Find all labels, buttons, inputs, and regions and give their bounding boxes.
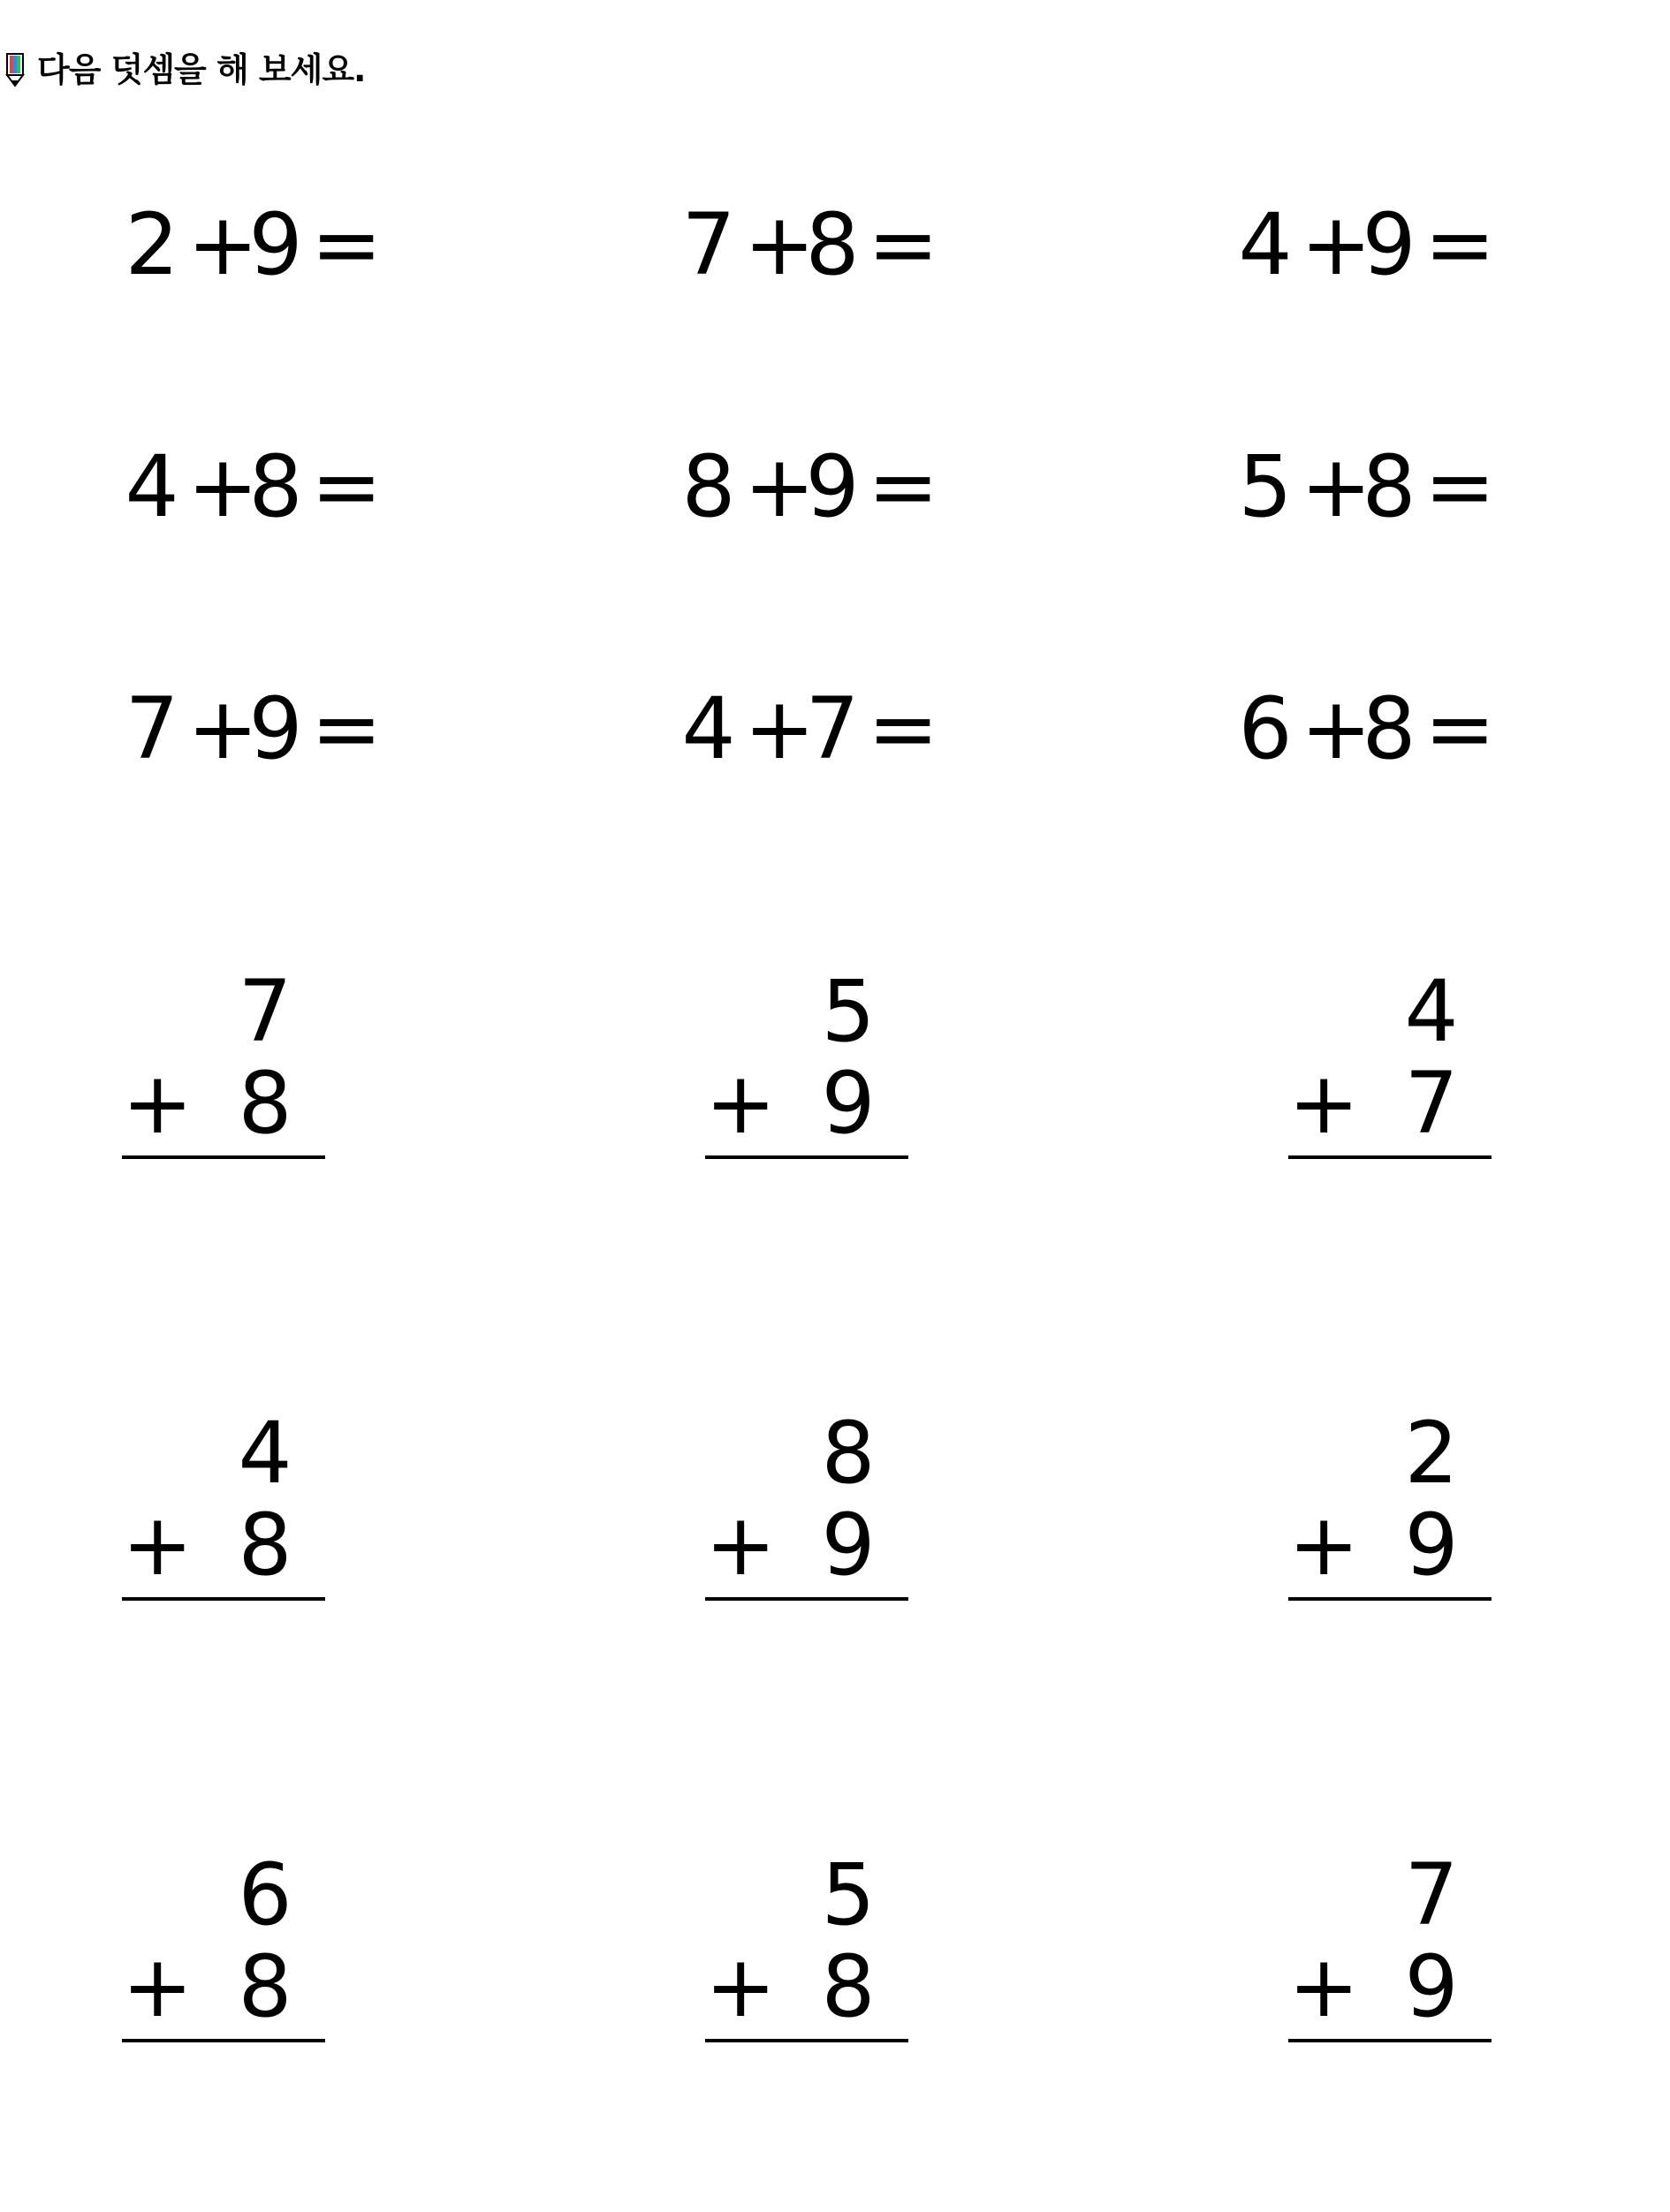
top-addend: 8 [821,1404,876,1503]
addend-a: 4 [681,679,736,778]
addend-b: 9 [248,195,303,294]
bottom-addend: 8 [238,1937,292,2036]
bottom-addend: 8 [821,1937,876,2036]
top-addend: 2 [1404,1404,1459,1503]
plus-sign: + [744,437,816,536]
vertical-problem [705,963,917,1166]
equals-sign: = [1424,437,1496,536]
bottom-addend: 8 [238,1054,292,1153]
addend-b: 9 [248,679,303,778]
bottom-addend: 9 [821,1496,876,1595]
vertical-problem [122,963,334,1166]
equals-sign: = [311,195,383,294]
equals-sign: = [311,679,383,778]
pencil-icon [5,52,25,87]
top-addend: 5 [821,962,876,1061]
plus-sign: + [1288,1937,1360,2036]
top-addend: 7 [1404,1845,1459,1944]
vertical-problem [1288,1405,1500,1608]
addend-a: 7 [681,195,736,294]
equals-sign: = [1424,679,1496,778]
answer-line [122,1597,325,1601]
top-addend: 4 [238,1404,292,1503]
vertical-problem [1288,1846,1500,2049]
addend-b: 8 [1362,437,1416,536]
top-addend: 4 [1404,962,1459,1061]
horizontal-problem [117,438,435,535]
plus-sign: + [1301,679,1372,778]
vertical-problem [122,1405,334,1608]
bottom-addend: 7 [1404,1054,1459,1153]
horizontal-problem [117,196,435,293]
instruction-text: 다음 덧셈을 해 보세요. [37,50,366,89]
plus-sign: + [187,437,259,536]
vertical-problem [705,1846,917,2049]
answer-line [1288,2039,1492,2042]
answer-line [122,2039,325,2042]
plus-sign: + [744,679,816,778]
bottom-addend: 9 [821,1054,876,1153]
plus-sign: + [1288,1054,1360,1153]
plus-sign: + [1301,195,1372,294]
addend-b: 8 [805,195,860,294]
answer-line [1288,1597,1492,1601]
plus-sign: + [122,1937,194,2036]
addend-a: 7 [125,679,179,778]
answer-line [705,1597,908,1601]
answer-line [705,1155,908,1159]
top-addend: 5 [821,1845,876,1944]
equals-sign: = [1424,195,1496,294]
horizontal-problem [117,680,435,777]
bottom-addend: 9 [1404,1496,1459,1595]
addend-a: 5 [1238,437,1293,536]
top-addend: 6 [238,1845,292,1944]
horizontal-problem [673,680,991,777]
addend-a: 8 [681,437,736,536]
addend-b: 7 [805,679,860,778]
vertical-problem [1288,963,1500,1166]
horizontal-problem [1230,196,1548,293]
equals-sign: = [868,679,939,778]
addend-b: 8 [248,437,303,536]
addend-a: 6 [1238,679,1293,778]
horizontal-problem [1230,438,1548,535]
bottom-addend: 8 [238,1496,292,1595]
top-addend: 7 [238,962,292,1061]
plus-sign: + [744,195,816,294]
addend-b: 9 [805,437,860,536]
plus-sign: + [1288,1496,1360,1595]
plus-sign: + [122,1054,194,1153]
plus-sign: + [1301,437,1372,536]
horizontal-problem [673,196,991,293]
answer-line [705,2039,908,2042]
addend-b: 9 [1362,195,1416,294]
plus-sign: + [122,1496,194,1595]
horizontal-problem [1230,680,1548,777]
answer-line [1288,1155,1492,1159]
plus-sign: + [705,1937,777,2036]
bottom-addend: 9 [1404,1937,1459,2036]
horizontal-problem [673,438,991,535]
worksheet-header [5,49,366,90]
addend-a: 2 [125,195,179,294]
equals-sign: = [868,195,939,294]
plus-sign: + [705,1054,777,1153]
addend-b: 8 [1362,679,1416,778]
plus-sign: + [705,1496,777,1595]
answer-line [122,1155,325,1159]
equals-sign: = [311,437,383,536]
addend-a: 4 [1238,195,1293,294]
plus-sign: + [187,679,259,778]
addend-a: 4 [125,437,179,536]
plus-sign: + [187,195,259,294]
equals-sign: = [868,437,939,536]
vertical-problem [705,1405,917,1608]
vertical-problem [122,1846,334,2049]
